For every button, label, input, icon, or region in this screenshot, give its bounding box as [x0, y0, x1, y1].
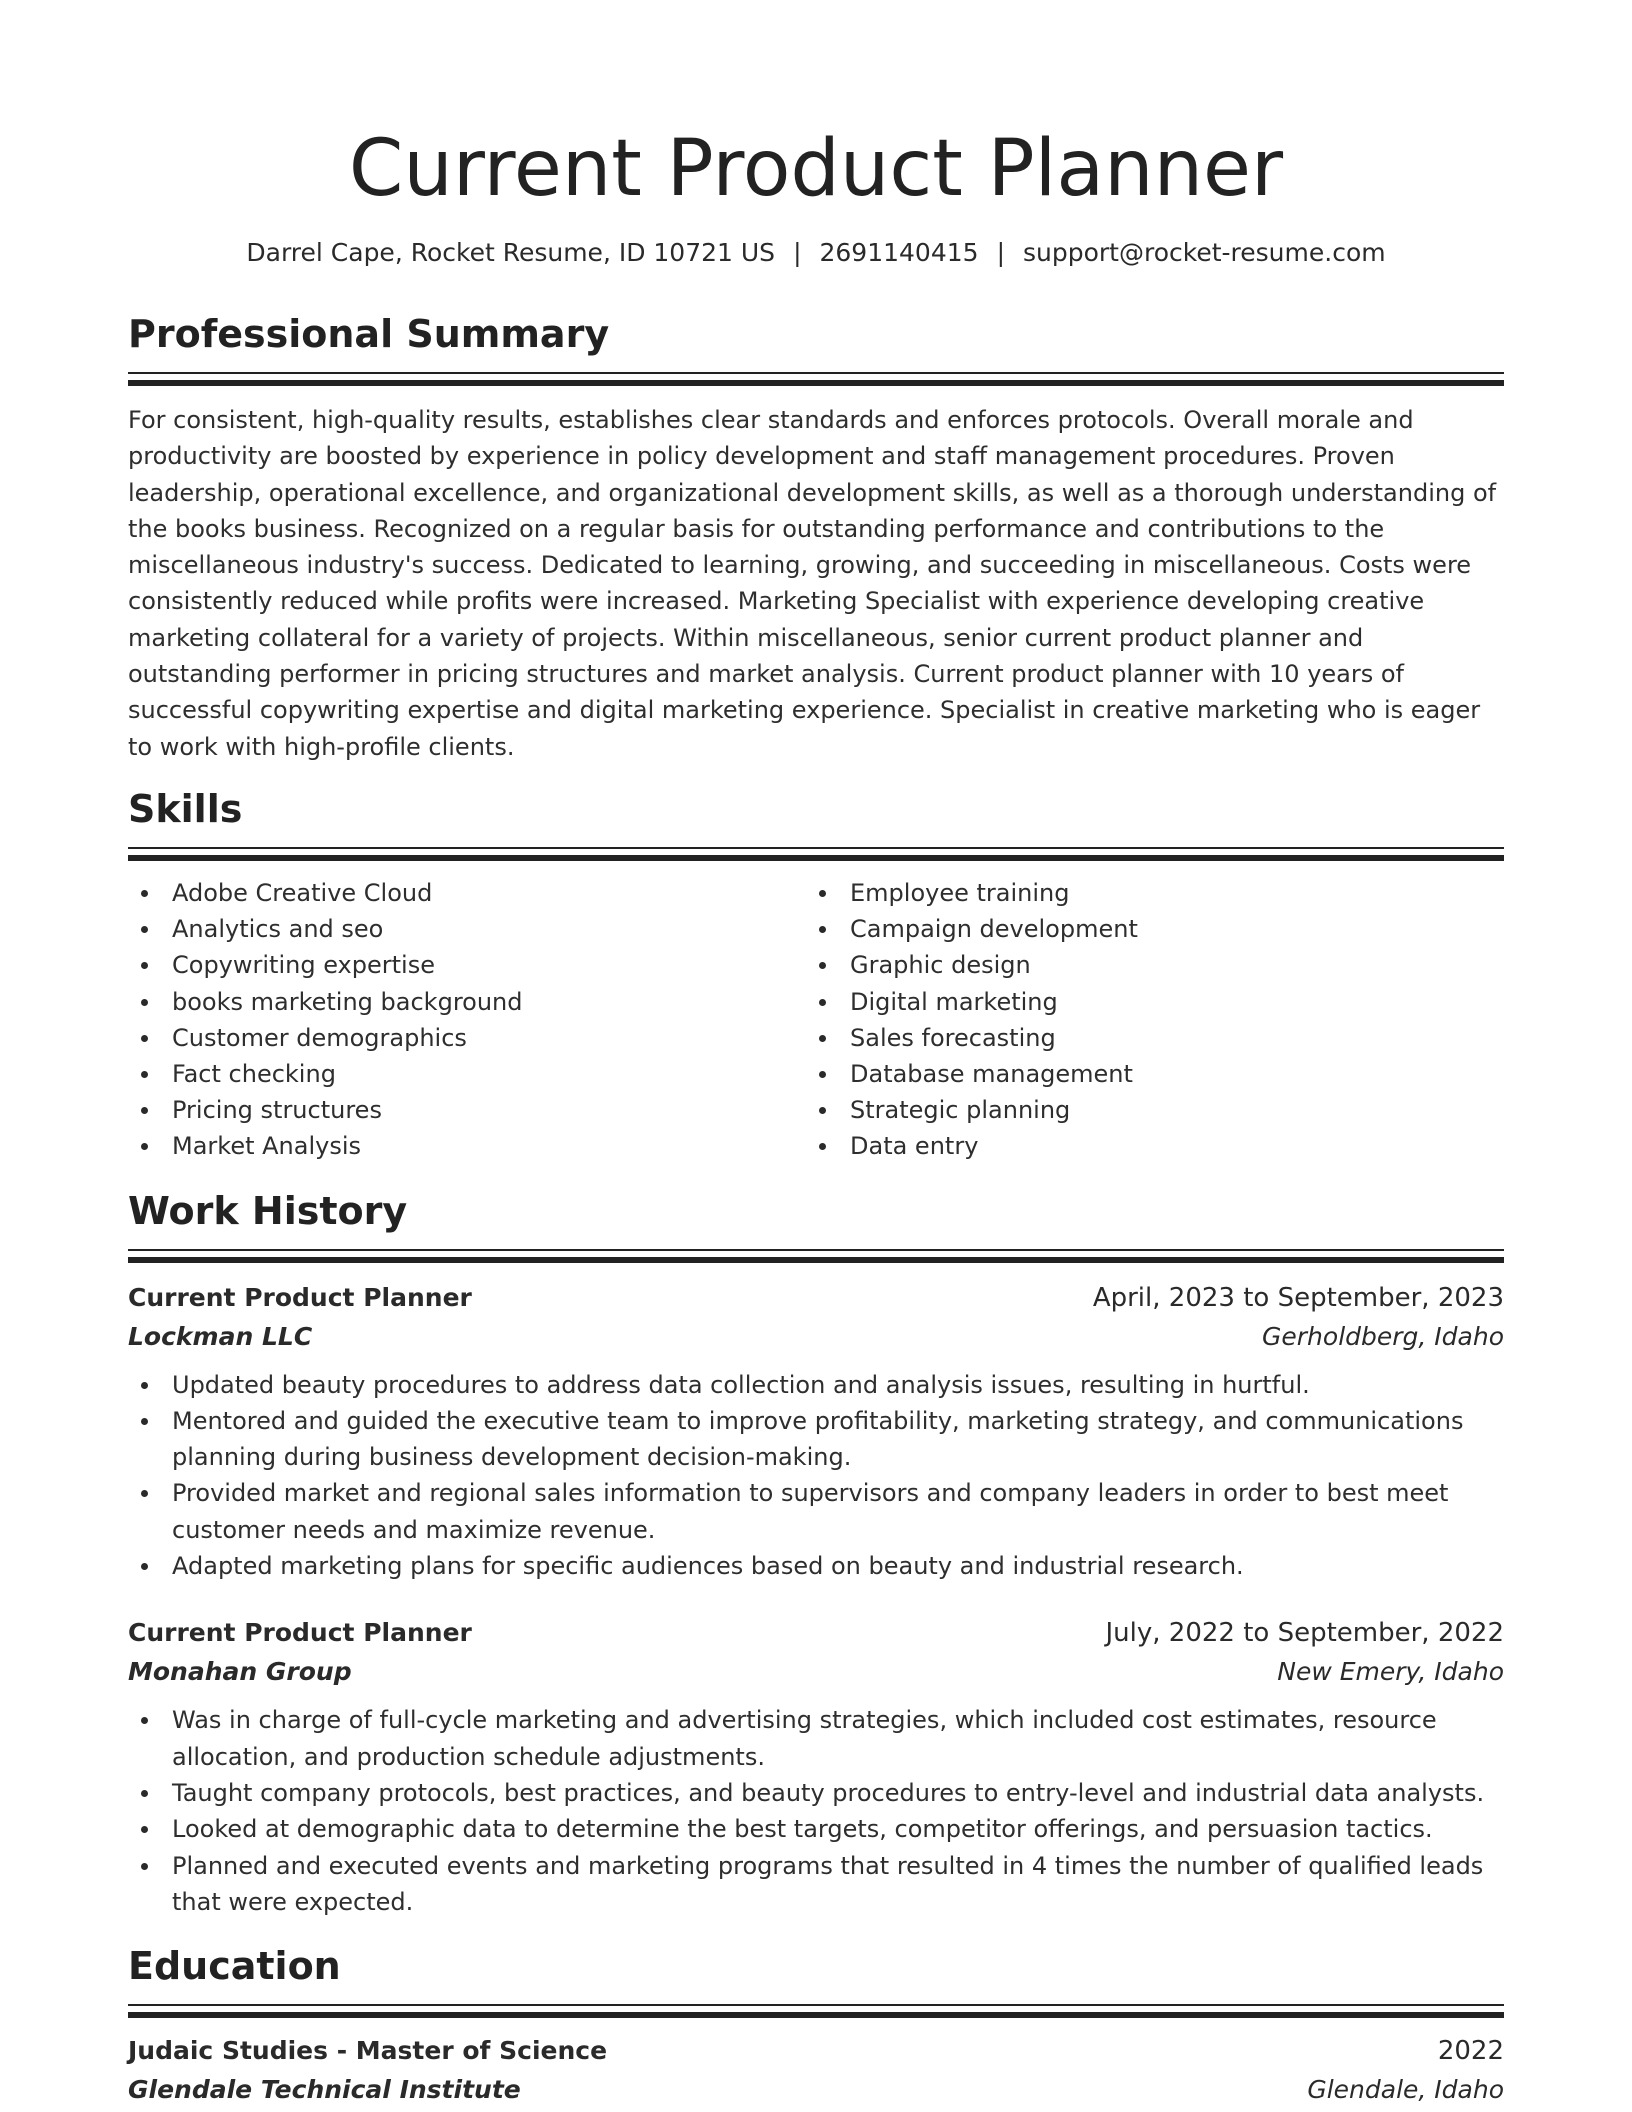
- skill-item: Sales forecasting: [806, 1020, 1484, 1056]
- education-school-row: [128, 2070, 1504, 2110]
- skills-section: [128, 785, 1504, 1165]
- resume-page: [128, 0, 1504, 2110]
- summary-text: For consistent, high-quality results, establishes clear standards and enforces protocols. Overall morale and productivity are boosted by experience in policy development and staff management procedures. Proven leadership, operational excellence, and organizational development skills, as well as a thorough understanding of the books business. Recognized on a regular basis for outstanding performance and contributions to the miscellaneous industry's success. Dedicated to learning, growing, and succeeding in miscellaneous. Costs were consistently reduced while profits were increased. Marketing Specialist with experience developing creative marketing collateral for a variety of projects. Within miscellaneous, senior current product planner and outstanding performer in pricing structures and market analysis. Current product planner with 10 years of successful copywriting expertise and digital marketing experience. Specialist in creative marketing who is eager to work with high-profile clients.: [128, 406, 1497, 761]
- job-bullet: Was in charge of full-cycle marketing and advertising strategies, which included cost estimates, resource allocation, and production schedule adjustments.: [128, 1702, 1504, 1775]
- job-bullet: Taught company protocols, best practices, and beauty procedures to entry-level and industrial data analysts.: [128, 1775, 1504, 1811]
- summary-section: [128, 310, 1504, 765]
- job-bullet: Updated beauty procedures to address data collection and analysis issues, resulting in hurtful.: [128, 1367, 1504, 1403]
- job-company: Lockman LLC: [128, 1321, 313, 1351]
- skill-item: Campaign development: [806, 911, 1484, 947]
- job-title: Current Product Planner: [128, 1618, 472, 1648]
- job-bullet: Adapted marketing plans for specific audiences based on beauty and industrial research.: [128, 1548, 1504, 1584]
- job-bullets: [128, 1702, 1504, 1920]
- contact-address: Darrel Cape, Rocket Resume, ID 10721 US: [246, 238, 776, 267]
- job-header-row: [128, 1614, 1504, 1652]
- job-location: Gerholdberg, Idaho: [1262, 1321, 1504, 1351]
- job-bullet: Planned and executed events and marketing programs that resulted in 4 times the number of qualified leads that were expected.: [128, 1848, 1504, 1921]
- section-rule-thick: [128, 1257, 1504, 1263]
- job-entry: [128, 1279, 1504, 1585]
- section-heading-skills: Skills: [128, 786, 243, 831]
- education-location: Glendale, Idaho: [1307, 2075, 1504, 2105]
- skills-column-right: [806, 875, 1484, 1165]
- skill-item: books marketing background: [128, 984, 806, 1020]
- skill-item: Copywriting expertise: [128, 947, 806, 983]
- job-entry: [128, 1614, 1504, 1920]
- skills-list: [128, 875, 1504, 1165]
- job-bullets: [128, 1367, 1504, 1585]
- skill-item: Adobe Creative Cloud: [128, 875, 806, 911]
- section-rule-thin: [128, 1249, 1504, 1251]
- section-rule-thick: [128, 855, 1504, 861]
- skill-item: Strategic planning: [806, 1092, 1484, 1128]
- skill-item: Employee training: [806, 875, 1484, 911]
- job-bullet: Looked at demographic data to determine the best targets, competitor offerings, and persuasion tactics.: [128, 1811, 1504, 1847]
- job-company: Monahan Group: [128, 1657, 352, 1687]
- contact-separator: |: [996, 238, 1005, 267]
- skill-item: Pricing structures: [128, 1092, 806, 1128]
- education-degree: Judaic Studies - Master of Science: [128, 2036, 608, 2066]
- section-heading-education: Education: [128, 1944, 341, 1989]
- job-bullet: Mentored and guided the executive team to improve profitability, marketing strategy, and communications planning during business development decision-making.: [128, 1403, 1504, 1476]
- job-dates: April, 2023 to September, 2023: [1092, 1282, 1504, 1313]
- education-year: 2022: [1437, 2036, 1504, 2067]
- job-company-row: [128, 1317, 1504, 1357]
- contact-separator: |: [793, 238, 802, 267]
- job-dates: July, 2022 to September, 2022: [1105, 1618, 1504, 1649]
- education-entry: [128, 2032, 1504, 2110]
- education-section: [128, 1942, 1504, 2110]
- skill-item: Data entry: [806, 1128, 1484, 1164]
- skill-item: Customer demographics: [128, 1020, 806, 1056]
- resume-title: Current Product Planner: [348, 124, 1284, 214]
- job-title: Current Product Planner: [128, 1282, 472, 1312]
- education-school: Glendale Technical Institute: [128, 2075, 521, 2105]
- section-rule-thick: [128, 380, 1504, 386]
- skill-item: Database management: [806, 1056, 1484, 1092]
- section-rule-thick: [128, 2012, 1504, 2018]
- contact-email: support@rocket-resume.com: [1023, 238, 1386, 267]
- job-bullet: Provided market and regional sales information to supervisors and company leaders in order to best meet customer needs and maximize revenue.: [128, 1475, 1504, 1548]
- job-header-row: [128, 1279, 1504, 1317]
- skill-item: Market Analysis: [128, 1128, 806, 1164]
- section-rule-thin: [128, 372, 1504, 374]
- work-history-section: [128, 1187, 1504, 1921]
- section-heading-work-history: Work History: [128, 1188, 408, 1233]
- skill-item: Fact checking: [128, 1056, 806, 1092]
- skill-item: Analytics and seo: [128, 911, 806, 947]
- skills-column-left: [128, 875, 806, 1165]
- education-header-row: [128, 2032, 1504, 2070]
- job-location: New Emery, Idaho: [1277, 1657, 1504, 1687]
- contact-line: [128, 236, 1504, 270]
- skill-item: Digital marketing: [806, 984, 1484, 1020]
- skill-item: Graphic design: [806, 947, 1484, 983]
- section-rule-thin: [128, 847, 1504, 849]
- job-company-row: [128, 1652, 1504, 1692]
- section-rule-thin: [128, 2004, 1504, 2006]
- contact-phone: 2691140415: [819, 238, 979, 267]
- section-heading-summary: Professional Summary: [128, 312, 610, 356]
